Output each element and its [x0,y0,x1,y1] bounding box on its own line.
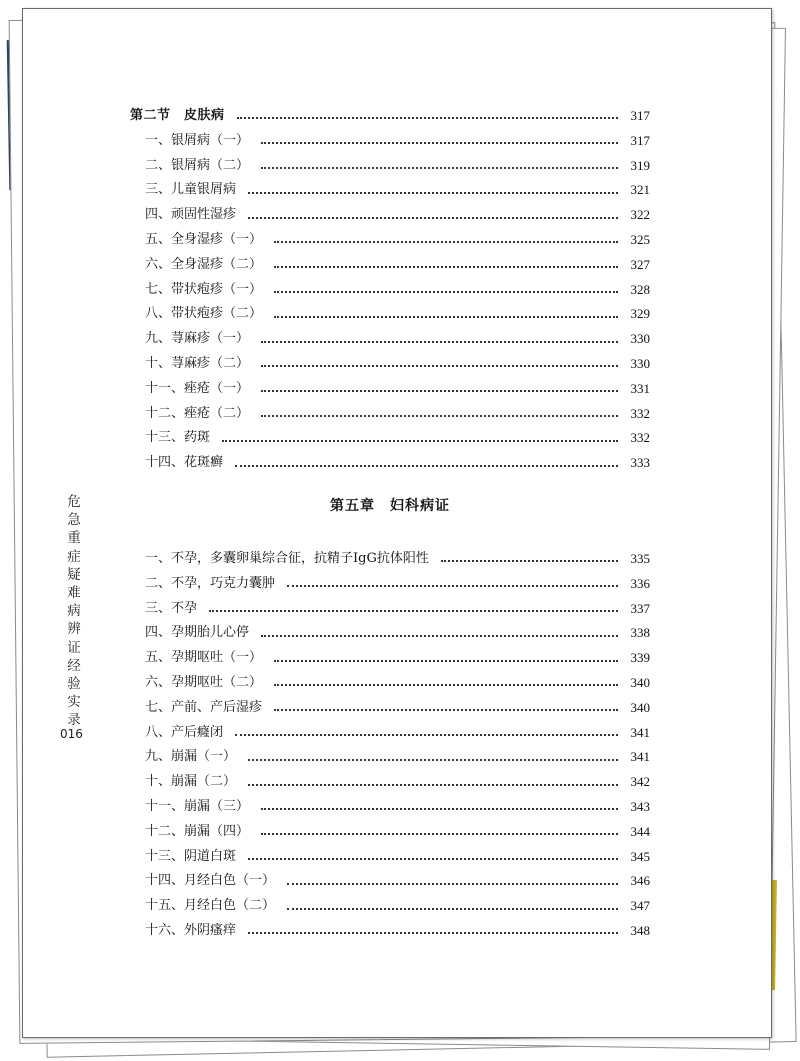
section-page: 317 [630,108,650,123]
leader-dots [248,858,618,860]
leader-dots [261,808,618,810]
toc-entry[interactable] [130,621,650,646]
toc-entry-title: 六、孕期呕吐（二） [145,674,263,690]
toc-entry-page: 337 [630,600,650,616]
toc-entry[interactable] [130,203,650,228]
section-toc [130,104,650,476]
toc-entry[interactable] [130,253,650,278]
toc-entry[interactable] [130,352,650,377]
toc-entry-page: 319 [630,157,650,173]
toc-entry[interactable] [130,228,650,253]
toc-entry-title: 七、带状疱疹（一） [145,281,263,297]
leader-dots [261,833,618,835]
leader-dots [261,635,618,637]
toc-entry[interactable] [130,696,650,721]
chapter-title: 第五章 妇科病证 [330,498,450,514]
leader-dots [274,316,618,318]
toc-entry-page: 333 [630,455,650,471]
toc-entry-page: 341 [630,724,650,740]
toc-entry-page: 344 [630,823,650,839]
leader-dots [441,560,618,562]
page-number: 016 [60,727,83,741]
leader-dots [274,684,618,686]
toc-entry[interactable] [130,820,650,845]
toc-entry[interactable] [130,671,650,696]
toc-entry-page: 335 [630,551,650,566]
toc-entry-page: 325 [630,231,650,247]
toc-entry[interactable] [130,721,650,746]
toc-entry-title: 十三、药斑 [145,430,211,446]
toc-entry-title: 十四、花斑癣 [145,455,224,471]
leader-dots [248,192,618,194]
toc-entry-page: 339 [630,650,650,666]
leader-dots [248,217,618,219]
toc-entry-page: 340 [630,699,650,715]
toc-entry-page: 340 [630,674,650,690]
toc-entry-page: 329 [630,306,650,322]
toc-entry-title: 八、产后癃闭 [145,724,224,740]
leader-dots [209,610,618,612]
toc-entry[interactable] [130,302,650,327]
toc-entry[interactable] [130,919,650,944]
toc-entry-title: 十、崩漏（二） [145,774,237,790]
book-title-vertical: 危急重症疑难病辨证经验实录 [67,494,81,729]
toc-entry-title: 七、产前、产后湿疹 [145,699,263,715]
toc-entry[interactable] [130,377,650,402]
toc-entry[interactable] [130,795,650,820]
toc-entry-title: 四、孕期胎儿心停 [145,625,250,641]
toc-entry-title: 二、银屑病（二） [145,157,250,173]
section-title: 第二节 皮肤病 [130,108,225,123]
toc-entry-page: 343 [630,798,650,814]
toc-entry[interactable] [130,451,650,476]
toc-entry-page: 332 [630,405,650,421]
toc-entry-title: 五、孕期呕吐（一） [145,650,263,666]
leader-dots [261,341,618,343]
leader-dots [287,908,618,910]
toc-entry-title: 十一、痤疮（一） [145,380,250,396]
toc-entry-title: 十五、月经白色（二） [145,898,276,914]
leader-dots [237,117,618,119]
toc-entry-page: 328 [630,281,650,297]
toc-entry[interactable] [130,770,650,795]
leader-dots [248,932,618,934]
toc-entry-page: 342 [630,774,650,790]
leader-dots [274,291,618,293]
leader-dots [261,390,618,392]
leader-dots [235,465,618,467]
toc-entry[interactable] [130,402,650,427]
toc-entry-title: 四、顽固性湿疹 [145,207,237,223]
section-heading[interactable] [130,104,650,129]
toc-entry[interactable] [130,869,650,894]
toc-entry-page: 338 [630,625,650,641]
leader-dots [274,660,618,662]
toc-entry[interactable] [130,154,650,179]
toc-entry[interactable] [130,278,650,303]
toc-entry-title: 九、崩漏（一） [145,749,237,765]
toc-entry-title: 八、带状疱疹（二） [145,306,263,322]
toc-entry[interactable] [130,547,650,572]
toc-entry[interactable] [130,572,650,597]
toc-entry-title: 六、全身湿疹（二） [145,256,263,272]
toc-entry[interactable] [130,178,650,203]
toc-entry[interactable] [130,646,650,671]
toc-entry-title: 一、不孕，多囊卵巢综合征，抗精子IgG抗体阳性 [145,551,429,566]
toc-entry-title: 十三、阴道白斑 [145,848,237,864]
toc-entry-page: 331 [630,380,650,396]
leader-dots [261,142,618,144]
toc-entry-page: 322 [630,207,650,223]
leader-dots [248,759,618,761]
leader-dots [261,415,618,417]
toc-entry-title: 三、儿童银屑病 [145,182,237,198]
toc-entry-title: 十二、痤疮（二） [145,405,250,421]
section-entry-list [130,129,650,476]
toc-entry[interactable] [130,745,650,770]
toc-entry-title: 九、荨麻疹（一） [145,331,250,347]
toc-entry[interactable] [130,597,650,622]
toc-entry-page: 321 [630,182,650,198]
leader-dots [274,709,618,711]
toc-entry-title: 二、不孕，巧克力囊肿 [145,575,276,591]
toc-entry[interactable] [130,426,650,451]
toc-entry-page: 330 [630,355,650,371]
leader-dots [274,241,618,243]
chapter-entry-list [130,547,650,944]
toc-entry[interactable] [130,327,650,352]
toc-entry-page: 345 [630,848,650,864]
leader-dots [261,167,618,169]
leader-dots [261,365,618,367]
toc-entry-title: 十、荨麻疹（二） [145,355,250,371]
toc-entry-title: 一、银屑病（一） [145,132,250,148]
toc-entry-page: 327 [630,256,650,272]
toc-entry-page: 332 [630,430,650,446]
leader-dots [235,734,618,736]
toc-entry-title: 三、不孕 [145,600,198,616]
toc-entry[interactable] [130,129,650,154]
chapter-toc [130,547,650,944]
toc-entry-title: 十二、崩漏（四） [145,823,250,839]
toc-entry-title: 十四、月经白色（一） [145,873,276,889]
toc-entry[interactable] [130,894,650,919]
toc-entry-page: 346 [630,873,650,889]
toc-entry-page: 347 [630,898,650,914]
leader-dots [287,883,618,885]
toc-entry-page: 336 [630,575,650,591]
leader-dots [287,585,618,587]
toc-entry-page: 348 [630,922,650,938]
leader-dots [274,266,618,268]
toc-entry-page: 330 [630,331,650,347]
toc-entry-title: 十一、崩漏（三） [145,798,250,814]
leader-dots [248,784,618,786]
leader-dots [222,440,618,442]
toc-entry-page: 317 [630,132,650,148]
toc-entry-title: 五、全身湿疹（一） [145,231,263,247]
toc-entry-title: 十六、外阴瘙痒 [145,922,237,938]
toc-entry-page: 341 [630,749,650,765]
toc-entry[interactable] [130,845,650,870]
